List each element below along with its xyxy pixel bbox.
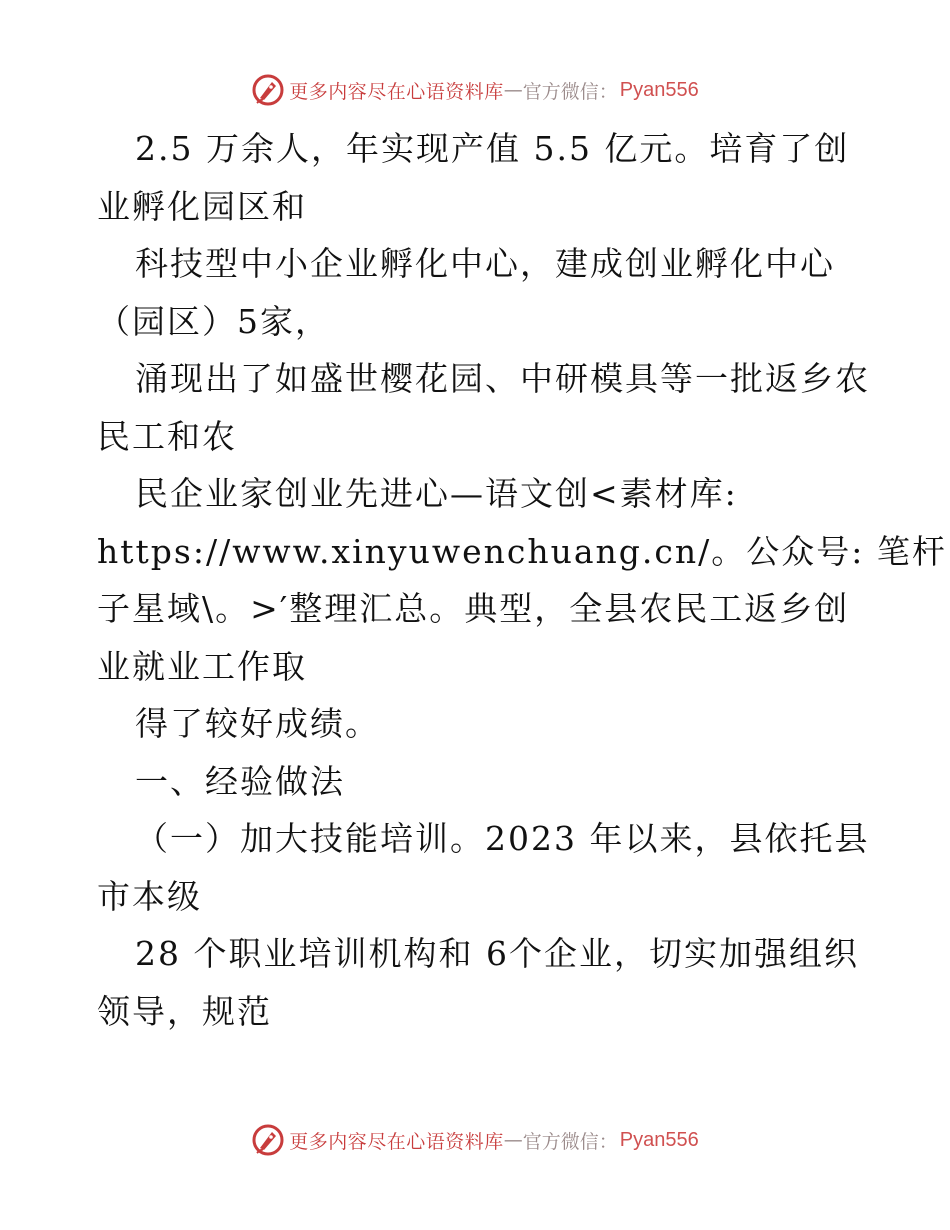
body-text-line: https://www.xinyuwenchuang.cn/。公众号: 笔杆 bbox=[97, 531, 947, 571]
body-text-line: （一）加大技能培训。2023 年以来，县依托县 bbox=[135, 819, 870, 858]
body-text-line: 子星域\。>′整理汇总。典型，全县农民工返乡创 bbox=[97, 589, 850, 628]
body-text-line: 市本级 bbox=[97, 876, 202, 916]
body-text-line: （园区）5家， bbox=[97, 301, 330, 341]
watermark-text: 更多内容尽在心语资料库 bbox=[289, 1130, 504, 1153]
watermark-separator: — bbox=[503, 1129, 523, 1151]
body-text-line: 涌现出了如盛世樱花园、中研模具等一批返乡农 bbox=[135, 359, 870, 398]
body-text-line: 业孵化园区和 bbox=[97, 186, 307, 226]
body-text-line: 民企业家创业先进心—语文创<素材库: bbox=[135, 474, 738, 513]
body-text-line: 2.5 万余人，年实现产值 5.5 亿元。培育了创 bbox=[135, 129, 850, 168]
body-text-line: 科技型中小企业孵化中心，建成创业孵化中心 bbox=[135, 244, 835, 283]
watermark-wechat-label: 官方微信： bbox=[522, 1130, 618, 1153]
pen-nib-logo-icon bbox=[251, 1123, 285, 1157]
document-body bbox=[97, 120, 947, 1040]
body-text-line: 一、经验做法 bbox=[135, 761, 345, 801]
body-text-line: 领导，规范 bbox=[97, 991, 272, 1031]
watermark-wechat-label: 官方微信： bbox=[522, 80, 618, 103]
pen-nib-logo-icon bbox=[251, 73, 285, 107]
body-text-line: 28 个职业培训机构和 6个企业，切实加强组织 bbox=[135, 934, 859, 973]
watermark-wechat-id: Pyan556 bbox=[619, 1128, 699, 1151]
footer-watermark bbox=[0, 1122, 950, 1158]
body-text-line: 得了较好成绩。 bbox=[135, 704, 380, 743]
watermark-wechat-id: Pyan556 bbox=[619, 78, 699, 101]
header-watermark bbox=[0, 72, 950, 108]
watermark-separator: — bbox=[503, 79, 523, 101]
body-text-line: 业就业工作取 bbox=[97, 646, 307, 686]
body-text-line: 民工和农 bbox=[97, 416, 237, 456]
watermark-text: 更多内容尽在心语资料库 bbox=[289, 80, 504, 103]
